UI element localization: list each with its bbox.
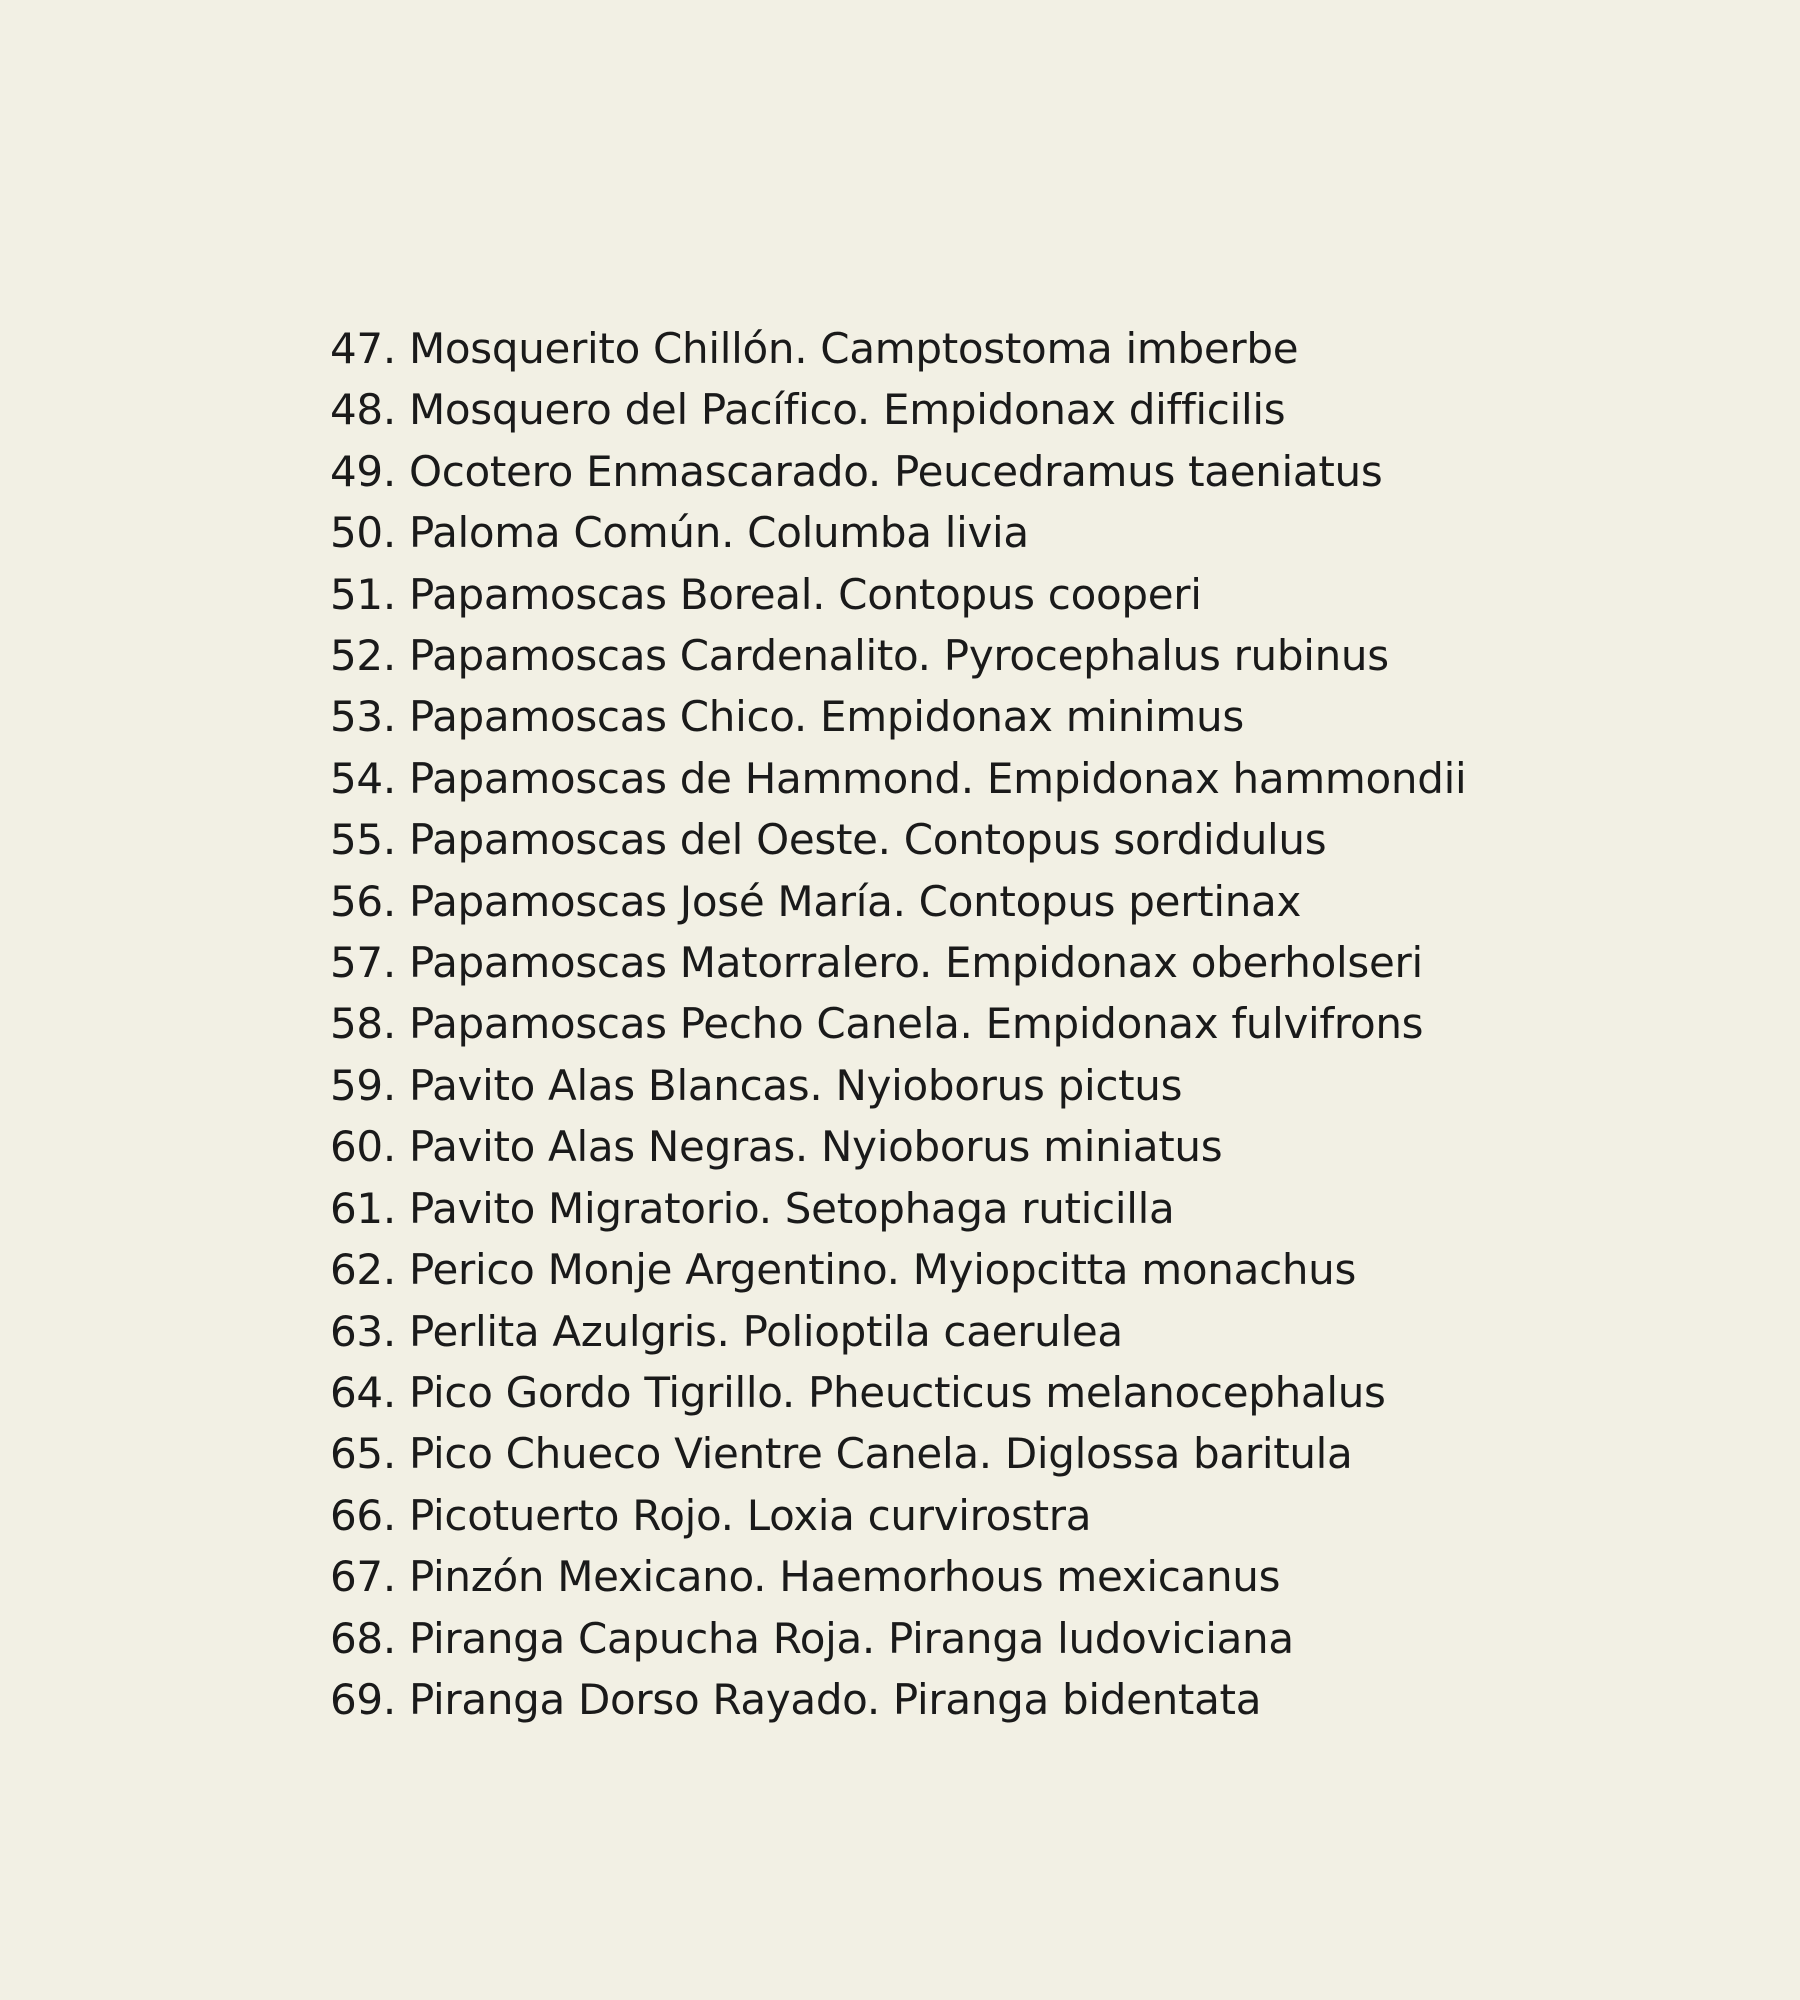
list-item: 56. Papamoscas José María. Contopus pertinax [330,876,1302,926]
list-item: 55. Papamoscas del Oeste. Contopus sordidulus [330,815,1327,865]
list-item: 62. Perico Monje Argentino. Myiopcitta monachus [330,1245,1357,1295]
list-item: 69. Piranga Dorso Rayado. Piranga bidentata [330,1674,1262,1724]
list-item: 57. Papamoscas Matorralero. Empidonax oberholseri [330,938,1423,988]
list-item: 54. Papamoscas de Hammond. Empidonax hammondii [330,753,1467,803]
species-list [330,318,1466,1730]
list-item: 65. Pico Chueco Vientre Canela. Diglossa baritula [330,1429,1353,1479]
list-item: 52. Papamoscas Cardenalito. Pyrocephalus rubinus [330,631,1389,681]
list-item: 49. Ocotero Enmascarado. Peucedramus taeniatus [330,446,1383,496]
list-item: 66. Picotuerto Rojo. Loxia curvirostra [330,1490,1092,1540]
list-item: 47. Mosquerito Chillón. Camptostoma imberbe [330,324,1299,373]
list-item: 58. Papamoscas Pecho Canela. Empidonax fulvifrons [330,999,1424,1049]
list-item: 61. Pavito Migratorio. Setophaga ruticilla [330,1183,1175,1233]
list-item: 60. Pavito Alas Negras. Nyioborus miniatus [330,1122,1223,1172]
list-item: 48. Mosquero del Pacífico. Empidonax difficilis [330,385,1286,435]
list-item: 50. Paloma Común. Columba livia [330,508,1029,558]
list-item: 64. Pico Gordo Tigrillo. Pheucticus melanocephalus [330,1367,1386,1417]
list-item: 67. Pinzón Mexicano. Haemorhous mexicanus [330,1552,1281,1602]
list-item: 51. Papamoscas Boreal. Contopus cooperi [330,569,1202,619]
list-item: 59. Pavito Alas Blancas. Nyioborus pictus [330,1060,1183,1110]
list-item: 63. Perlita Azulgris. Polioptila caerulea [330,1306,1123,1356]
list-item: 53. Papamoscas Chico. Empidonax minimus [330,692,1244,742]
list-item: 68. Piranga Capucha Roja. Piranga ludoviciana [330,1613,1294,1663]
